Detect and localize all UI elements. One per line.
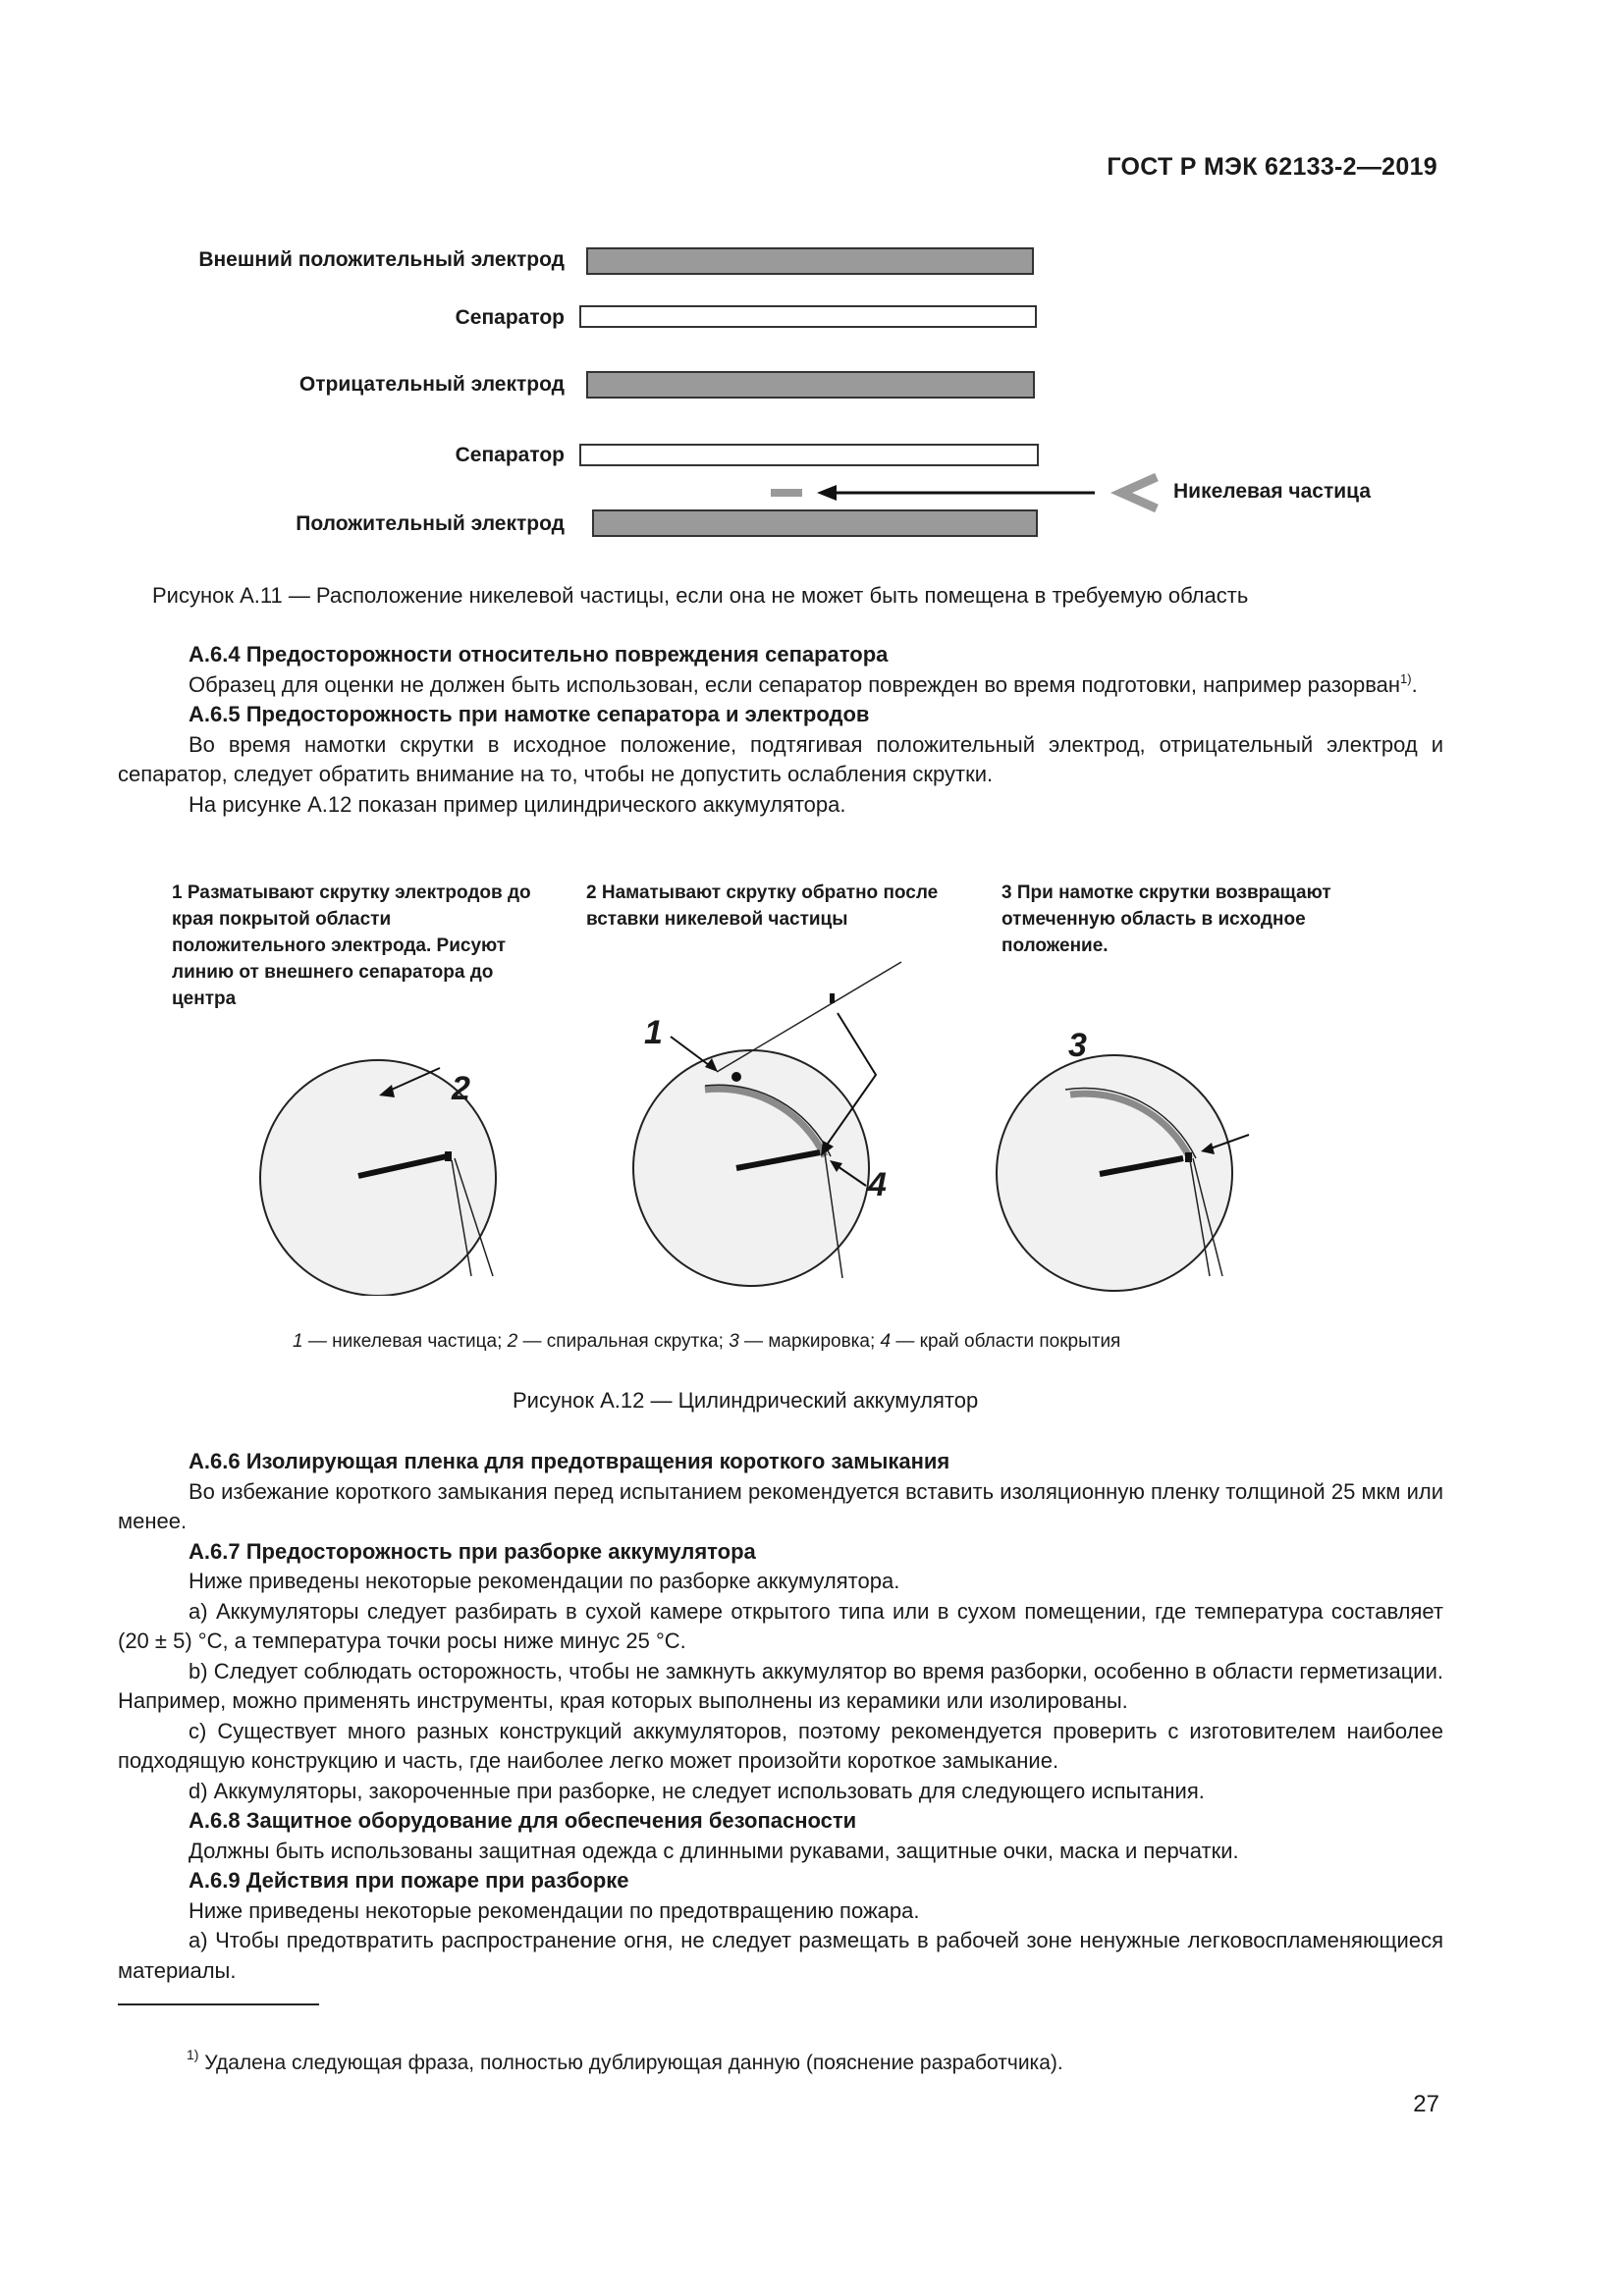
figure-a11-caption: Рисунок А.11 — Расположение никелевой частицы, если она не может быть помещена в требуемую область [152, 583, 1249, 608]
footnote-text: Удалена следующая фраза, полностью дублирующая данную (пояснение разработчика). [198, 2052, 1063, 2074]
section-a65-text-2: На рисунке А.12 показан пример цилиндрического аккумулятора. [189, 791, 846, 817]
outer-positive-electrode-bar [586, 247, 1034, 275]
section-a69-title: А.6.9 Действия при пожаре при разборке [189, 1868, 629, 1893]
cell-2-tick [830, 993, 835, 1003]
section-a68-text: Должны быть использованы защитная одежда с длинными рукавами, защитные очки, маска и перчатки. [189, 1838, 1239, 1863]
step-3-text: 3 При намотке скрутки возвращают отмеченную область в исходное положение. [1001, 882, 1331, 956]
section-a66-title: А.6.6 Изолирующая пленка для предотвращения короткого замыкания [189, 1449, 950, 1473]
nickel-particle-label: Никелевая частица [1173, 480, 1371, 503]
cell-2-pointer-1 [671, 1037, 713, 1068]
section-a64-text: Образец для оценки не должен быть использован, если сепаратор поврежден во время подготовки, например разорван$^{1)}$. [189, 670, 1418, 697]
particle-arrow-head [817, 485, 837, 501]
section-a64-title: А.6.4 Предосторожности относительно повреждения сепаратора [189, 642, 889, 667]
nickel-particle [771, 489, 802, 497]
footnote [187, 2047, 1063, 2075]
section-a67-item-b: b) Следует соблюдать осторожность, чтобы не замкнуть аккумулятор во время разборки, особенно в области герметизации. Например, можно применять инструменты, края которых выполнены из керамики или изолированы. [118, 1658, 1443, 1713]
figure-a12-legend: 1 — никелевая частица; 2 — спиральная скрутка; 3 — маркировка; 4 — край области покрытия [293, 1331, 1121, 1352]
layer-label-positive: Положительный электрод [296, 512, 565, 535]
step-1-text: 1 Разматывают скрутку электродов до края покрытой области положительного электрода. Рисуют линию от внешнего сепаратора до центра [172, 882, 531, 1009]
cell-2 [633, 962, 901, 1286]
document-header: ГОСТ Р МЭК 62133-2—2019 [1107, 153, 1437, 181]
cell-3-edge [1185, 1152, 1192, 1162]
section-a65-text-1: Во время намотки скрутки в исходное положение, подтягивая положительный электрод, отрицательный электрод и сепаратор, следует обратить внимание на то, чтобы не допустить ослабления скрутки. [118, 731, 1443, 786]
layer-label-separator-1: Сепаратор [455, 306, 565, 329]
step-2-text: 2 Наматывают скрутку обратно после вставки никелевой частицы [586, 882, 939, 930]
section-a67-intro: Ниже приведены некоторые рекомендации по разборке аккумулятора. [189, 1569, 900, 1593]
footnote-mark: 1) [187, 2047, 199, 2062]
marker-3: 3 [1068, 1027, 1087, 1064]
marker-4: 4 [868, 1166, 887, 1203]
section-a67-item-d: d) Аккумуляторы, закороченные при разборке, не следует использовать для следующего испытания. [189, 1778, 1205, 1803]
section-a67-title: А.6.7 Предосторожность при разборке аккумулятора [189, 1538, 756, 1564]
marker-2: 2 [452, 1070, 470, 1107]
sections-a64-a65 [118, 640, 1443, 820]
section-a69-intro: Ниже приведены некоторые рекомендации по предотвращению пожара. [189, 1897, 920, 1923]
separator-bar-2 [579, 444, 1039, 466]
layer-label-outer-positive: Внешний положительный электрод [198, 248, 565, 271]
cell-2-nickel-particle [731, 1072, 741, 1082]
separator-bar-1 [579, 305, 1037, 328]
sections-a66-a69 [118, 1447, 1443, 1986]
section-a67-item-c: c) Существует много разных конструкций аккумуляторов, поэтому рекомендуется проверить с изготовителем наиболее подходящую конструкцию и часть, где наиболее легко может произойти короткое замыкание. [118, 1718, 1443, 1773]
cell-3 [997, 1055, 1249, 1291]
page-number: 27 [1413, 2091, 1439, 2117]
section-a65-title: А.6.5 Предосторожность при намотке сепаратора и электродов [189, 702, 870, 726]
particle-chevron-icon [1121, 477, 1157, 508]
layer-label-separator-2: Сепаратор [455, 444, 565, 466]
negative-electrode-bar [586, 371, 1035, 399]
nickel-particle-indicator [756, 469, 1168, 516]
marker-1: 1 [644, 1014, 663, 1051]
section-a68-title: А.6.8 Защитное оборудование для обеспечения безопасности [189, 1808, 857, 1833]
footnote-ref[interactable]: 1) [1400, 670, 1412, 686]
footnote-divider [118, 2003, 319, 2005]
layer-label-negative: Отрицательный электрод [298, 373, 565, 396]
cell-2-unwound-line [717, 962, 901, 1072]
section-a69-item-a: a) Чтобы предотвратить распространение огня, не следует размещать в рабочей зоне ненужные легковоспламеняющиеся материалы. [118, 1928, 1443, 1983]
figure-a12-drawing [0, 942, 1624, 1296]
section-a67-item-a: a) Аккумуляторы следует разбирать в сухой камере открытого типа или в сухом помещении, где температура составляет (20 ± 5) °С, а температура точки росы ниже минус 25 °С. [118, 1598, 1443, 1653]
section-a66-text: Во избежание короткого замыкания перед испытанием рекомендуется вставить изоляционную пленку толщиной 25 мкм или менее. [118, 1478, 1443, 1533]
figure-a12-caption: Рисунок А.12 — Цилиндрический аккумулятор [513, 1388, 979, 1413]
cell-1-edge [445, 1151, 452, 1161]
